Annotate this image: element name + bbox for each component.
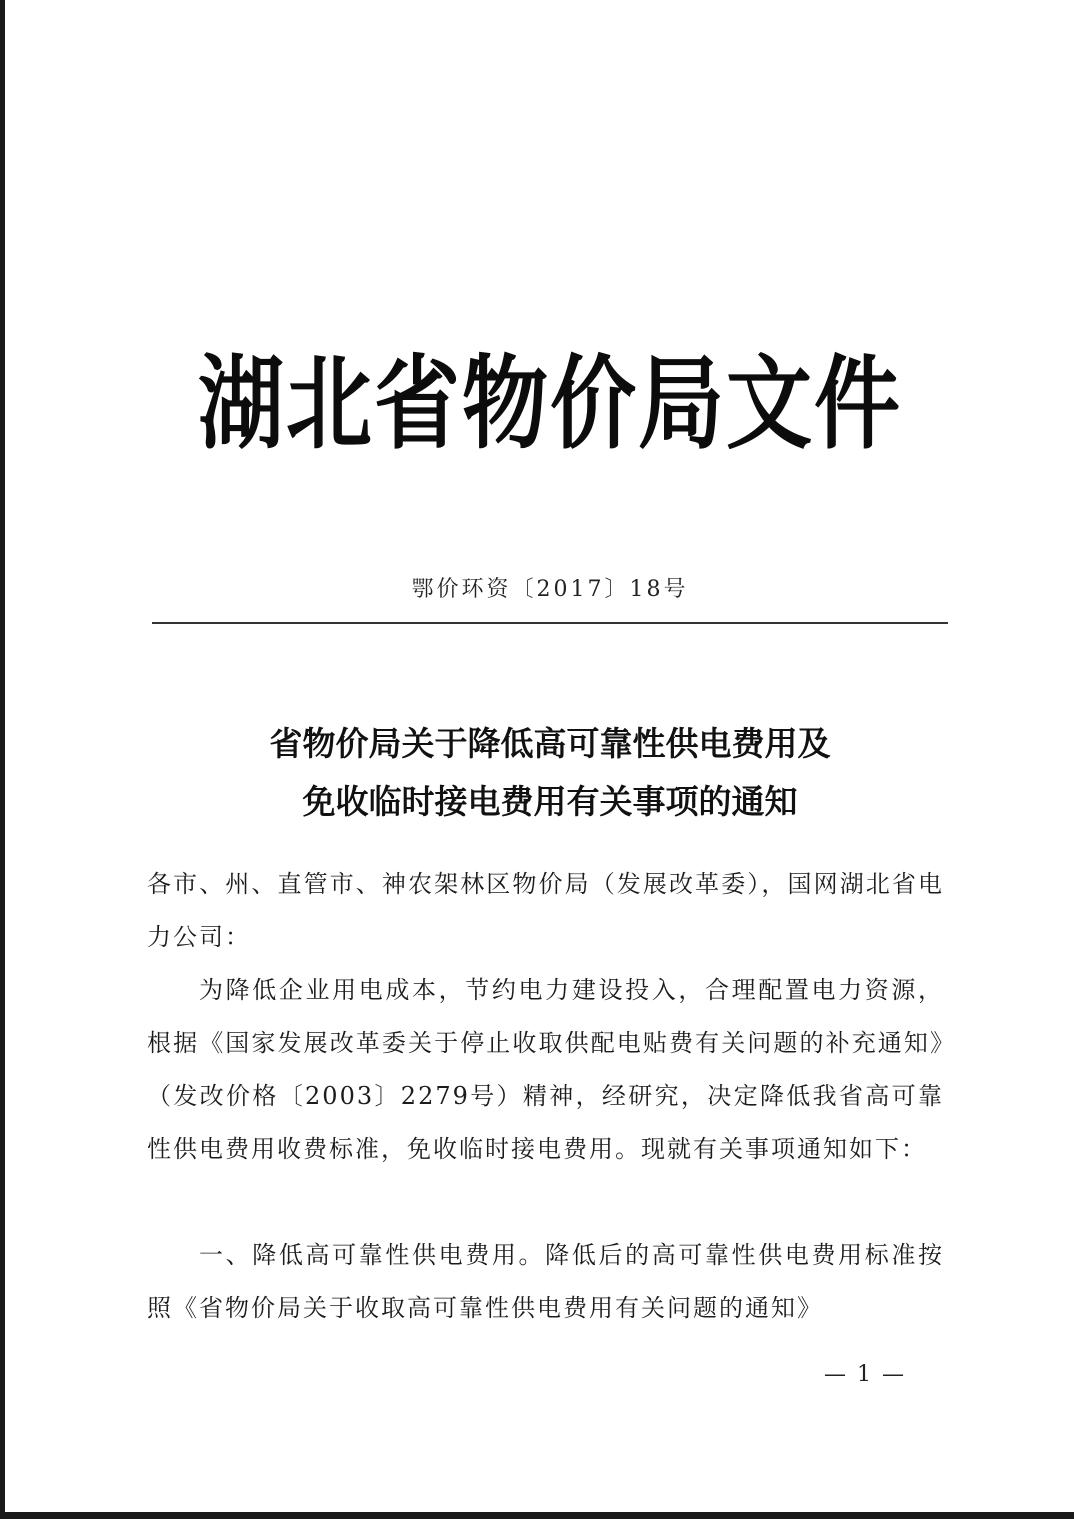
document-number: 鄂价环资〔2017〕18号 — [411, 577, 689, 602]
scan-edge-left — [0, 0, 5, 1519]
scan-edge-bottom — [0, 1512, 1074, 1519]
notice-title — [150, 715, 950, 831]
header-separator-line — [152, 622, 948, 624]
issuer-header-title: 湖北省物价局文件 — [198, 344, 902, 464]
paragraph-intro: 为降低企业用电成本，节约电力建设投入，合理配置电力资源，根据《国家发展改革委关于停止收取供配电贴费有关问题的补充通知》（发改价格〔2003〕2279号）精神，经研究，决定降低我省高可靠性供电费用收费标准，免收临时接电费用。现就有关事项通知如下： — [147, 976, 944, 1163]
salutation: 各市、州、直管市、神农架林区物价局（发展改革委），国网湖北省电力公司： — [147, 870, 944, 951]
notice-title-line-2: 免收临时接电费用有关事项的通知 — [302, 782, 798, 821]
paragraph-item-1: 一、降低高可靠性供电费用。降低后的高可靠性供电费用标准按照《省物价局关于收取高可靠性供电费用有关问题的通知》 — [147, 1241, 944, 1322]
page-number: — 1 — — [824, 1362, 906, 1387]
notice-title-line-1: 省物价局关于降低高可靠性供电费用及 — [269, 724, 831, 763]
